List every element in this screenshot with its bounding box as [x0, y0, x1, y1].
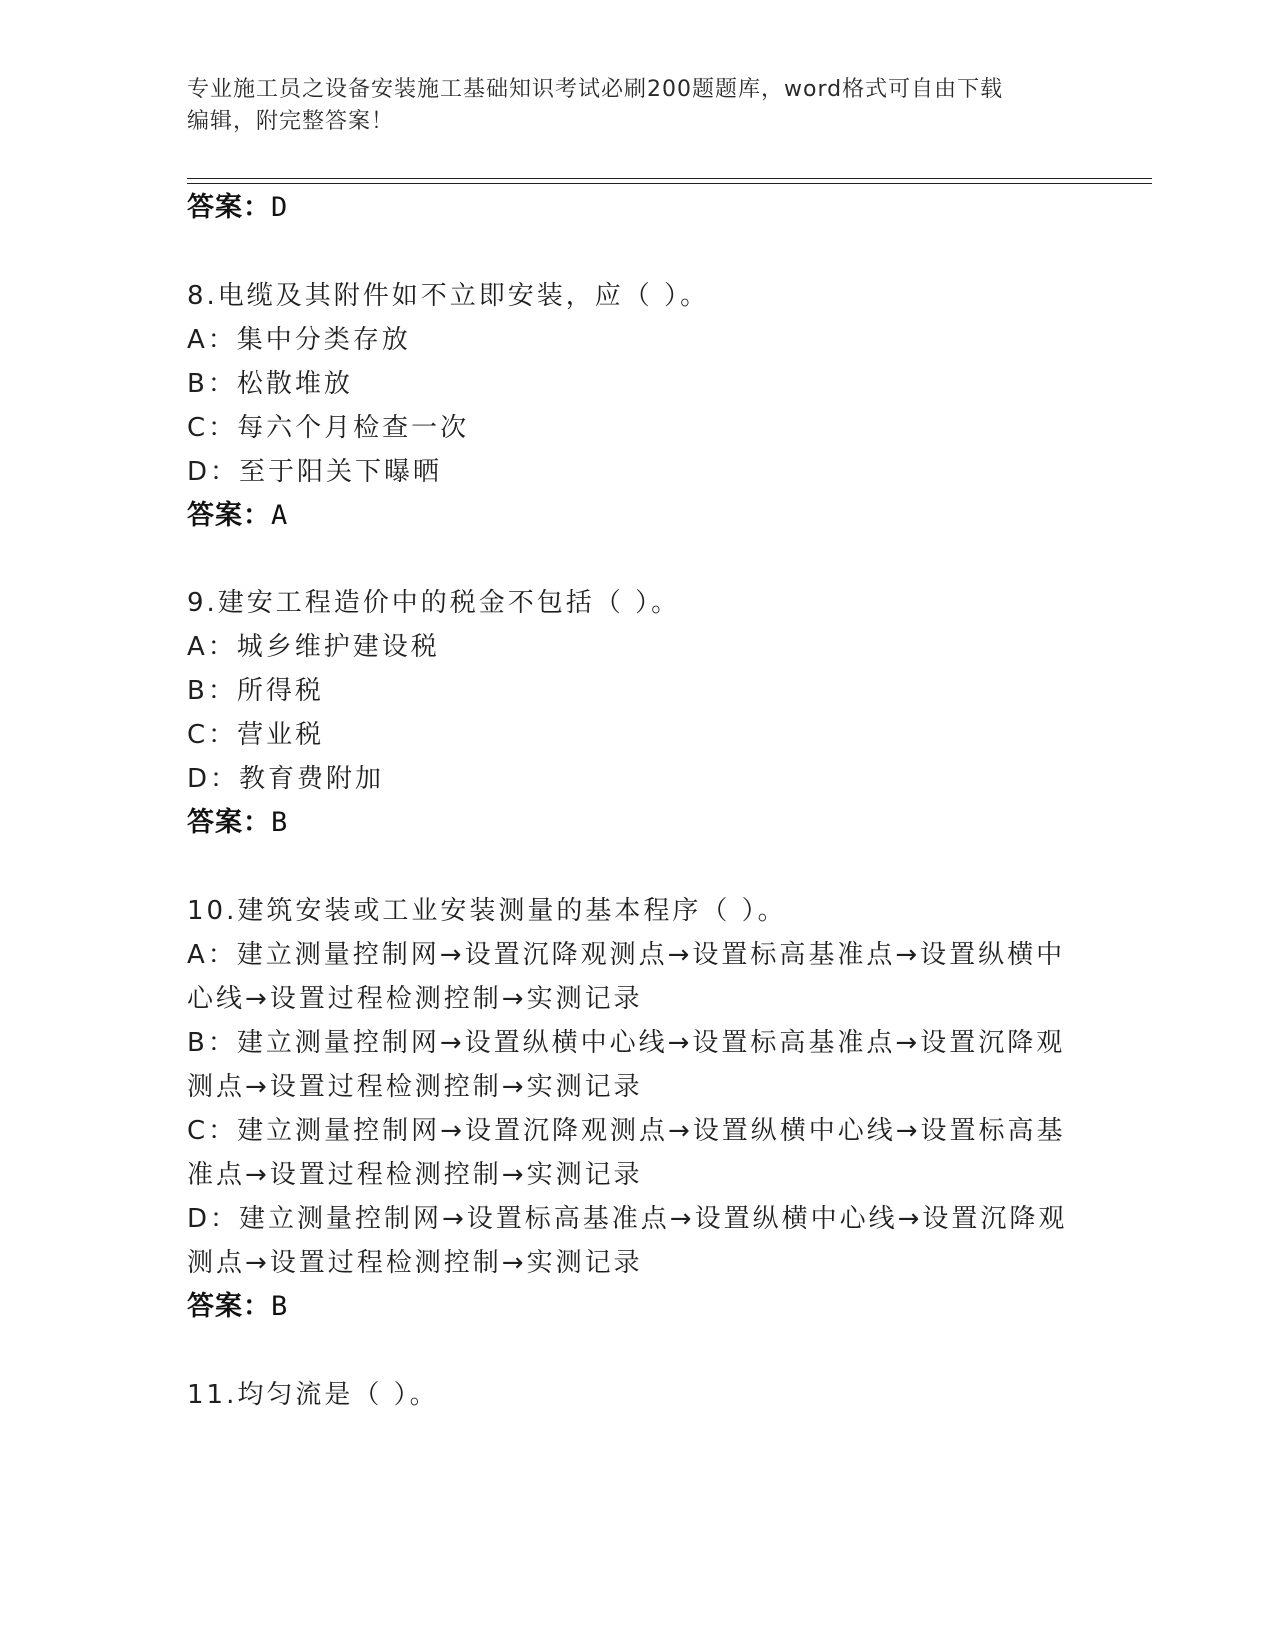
question-8-stem: 8.电缆及其附件如不立即安装，应（ ）。: [187, 281, 710, 311]
answer-prev: [187, 190, 288, 226]
answer-label: 答案：: [187, 192, 271, 223]
question-10-option-c-line2: 准点→设置过程检测控制→实测记录: [187, 1160, 643, 1190]
question-10-answer: [187, 1289, 288, 1325]
answer-value: B: [271, 807, 289, 838]
question-9-answer: [187, 805, 288, 841]
question-9-option-d: D：教育费附加: [187, 764, 385, 794]
answer-value: B: [271, 1291, 289, 1322]
question-10-option-b-line1: B：建立测量控制网→设置纵横中心线→设置标高基准点→设置沉降观: [187, 1028, 1066, 1058]
answer-label: 答案：: [187, 500, 271, 531]
question-9-option-b: B：所得税: [187, 676, 324, 706]
question-10-option-c-line1: C：建立测量控制网→设置沉降观测点→设置纵横中心线→设置标高基: [187, 1116, 1066, 1146]
answer-value: D: [271, 192, 289, 223]
answer-label: 答案：: [187, 807, 271, 838]
question-8-option-b: B：松散堆放: [187, 369, 353, 399]
question-9-option-c: C：营业税: [187, 720, 325, 750]
header-divider-top: [187, 178, 1152, 179]
question-8-option-c: C：每六个月检查一次: [187, 413, 470, 443]
question-10-option-a-line1: A：建立测量控制网→设置沉降观测点→设置标高基准点→设置纵横中: [187, 940, 1066, 970]
question-9-option-a: A：城乡维护建设税: [187, 632, 440, 662]
answer-label: 答案：: [187, 1291, 271, 1322]
question-9-stem: 9.建安工程造价中的税金不包括（ ）。: [187, 588, 681, 618]
header-divider-bottom: [187, 183, 1152, 184]
question-8-option-a: A：集中分类存放: [187, 325, 411, 355]
question-10-option-a-line2: 心线→设置过程检测控制→实测记录: [187, 984, 643, 1014]
question-10-stem: 10.建筑安装或工业安装测量的基本程序（ ）。: [187, 896, 787, 926]
header-line-1: 专业施工员之设备安装施工基础知识考试必刷200题题库，word格式可自由下载: [187, 77, 1004, 102]
question-11-stem: 11.均匀流是（ ）。: [187, 1380, 439, 1410]
question-10-option-d-line1: D：建立测量控制网→设置标高基准点→设置纵横中心线→设置沉降观: [187, 1204, 1068, 1234]
answer-value: A: [271, 500, 289, 531]
question-10-option-d-line2: 测点→设置过程检测控制→实测记录: [187, 1248, 643, 1278]
question-8-option-d: D：至于阳关下曝晒: [187, 457, 443, 487]
header-line-2: 编辑，附完整答案！: [187, 109, 395, 134]
question-8-answer: [187, 498, 288, 534]
document-header: [187, 74, 1067, 138]
question-10-option-b-line2: 测点→设置过程检测控制→实测记录: [187, 1072, 643, 1102]
